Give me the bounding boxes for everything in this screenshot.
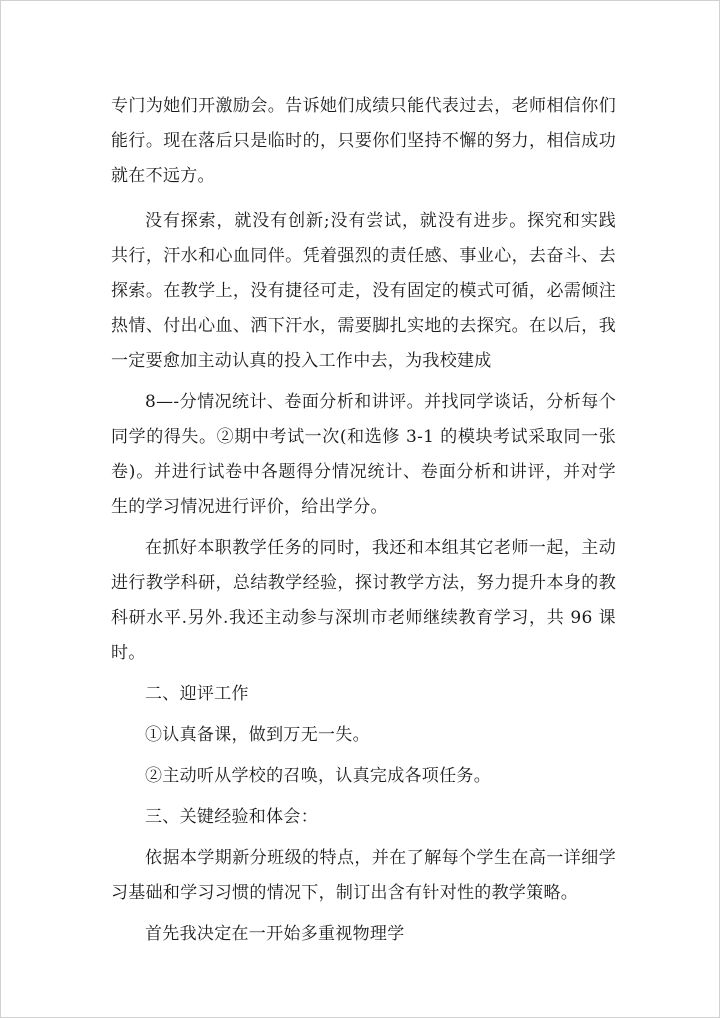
list-item-2: ②主动听从学校的召唤，认真完成各项任务。 <box>145 766 491 786</box>
paragraph-5: 依据本学期新分班级的特点，并在了解每个学生在高一详细学习基础和学习习惯的情况下，制订出含有针对性的教学策略。 <box>111 848 616 903</box>
paragraph-4: 在抓好本职教学任务的同时，我还和本组其它老师一起，主动进行教学科研，总结教学经验，探讨教学方法，努力提升本身的教科研水平.另外.我还主动参与深圳市老师继续教育学习，共 96 课时。 <box>111 538 616 663</box>
paragraph-3: 8—-分情况统计、卷面分析和讲评。并找同学谈话，分析每个同学的得失。②期中考试一次(和选修 3-1 的模块考试采取同一张卷)。并进行试卷中各题得分情况统计、卷面分析和讲评，并对学生的学习情况进行评价，给出学分。 <box>111 392 616 517</box>
list-item-1: ①认真备课，做到万无一失。 <box>145 725 370 745</box>
section-heading-evaluation: 二、迎评工作 <box>145 684 249 704</box>
section-heading-experience: 三、关键经验和体会： <box>145 807 318 827</box>
paragraph-6: 首先我决定在一开始多重视物理学 <box>145 924 405 944</box>
paragraph-1: 专门为她们开激励会。告诉她们成绩只能代表过去，老师相信你们能行。现在落后只是临时的，只要你们坚持不懈的努力，相信成功就在不远方。 <box>111 96 616 186</box>
paragraph-2: 没有探索，就没有创新;没有尝试，就没有进步。探究和实践共行，汗水和心血同伴。凭着强烈的责任感、事业心，去奋斗、去探索。在教学上，没有捷径可走，没有固定的模式可循，必需倾注热情、付出心血、洒下汗水，需要脚扎实地的去探究。在以后，我一定要愈加主动认真的投入工作中去，为我校建成 <box>111 211 616 371</box>
document-body <box>111 89 616 952</box>
